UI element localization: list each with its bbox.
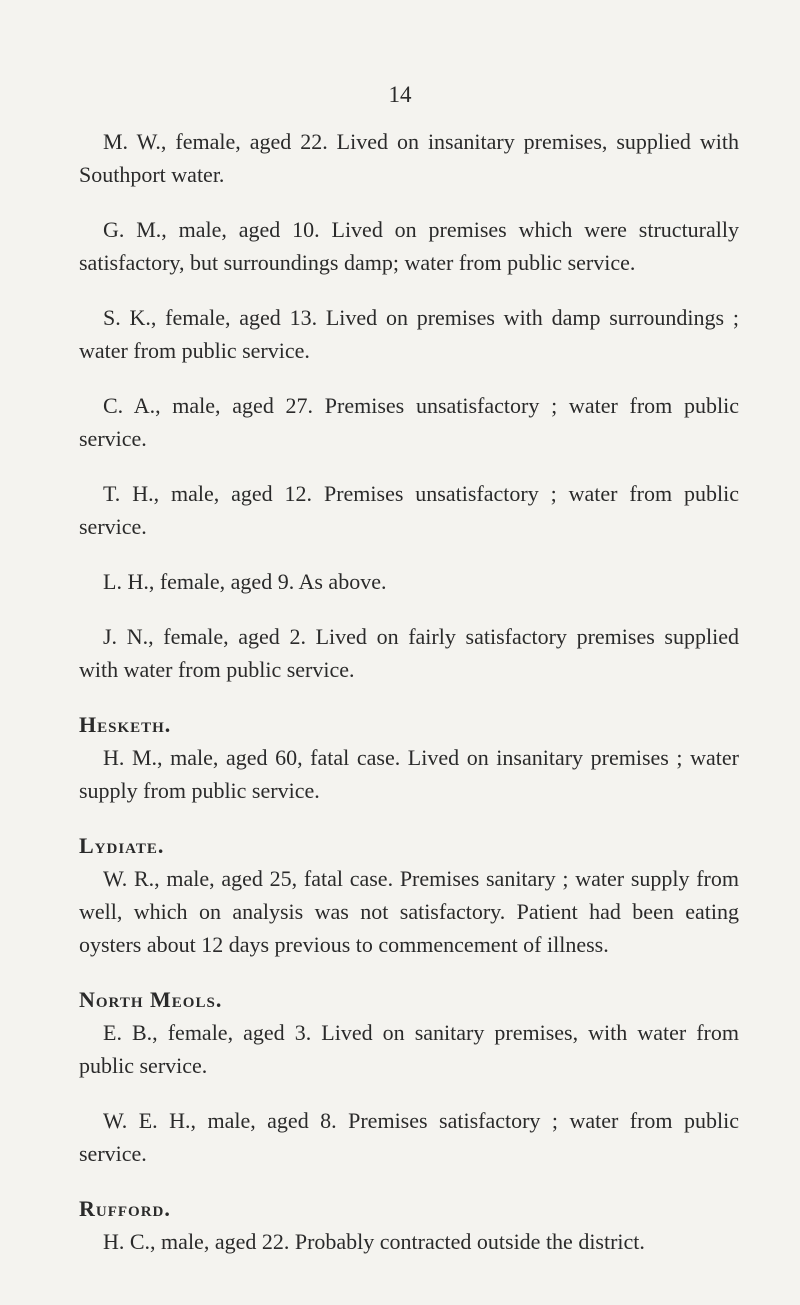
case-entry: G. M., male, aged 10. Lived on premises which were structurally satisfactory, but surroundings damp; water from public service. [79,217,739,275]
case-entry: H. M., male, aged 60, fatal case. Lived on insanitary premises ; water supply from public service. [79,745,739,803]
case-entry: T. H., male, aged 12. Premises unsatisfactory ; water from public service. [79,481,739,539]
case-entry: E. B., female, aged 3. Lived on sanitary premises, with water from public service. [79,1020,739,1078]
case-entry: W. R., male, aged 25, fatal case. Premises sanitary ; water supply from well, which on analysis was not satisfactory. Patient had been eating oysters about 12 days previous to commencement of illness. [79,866,739,957]
section-rufford [79,1192,739,1258]
case-entry: H. C., male, aged 22. Probably contracted outside the district. [103,1229,645,1254]
page-number: 14 [388,82,412,107]
page-body [79,125,739,1258]
section-heading: Hesketh. [79,712,172,737]
case-entry: M. W., female, aged 22. Lived on insanitary premises, supplied with Southport water. [79,129,739,187]
section-heading: North Meols. [79,987,223,1012]
case-entry: C. A., male, aged 27. Premises unsatisfactory ; water from public service. [79,393,739,451]
section-lydiate [79,829,739,961]
section-hesketh [79,708,739,807]
case-entry: J. N., female, aged 2. Lived on fairly satisfactory premises supplied with water from public service. [79,624,739,682]
section-north-meols [79,983,739,1170]
case-entry: L. H., female, aged 9. As above. [103,569,387,594]
case-entry: S. K., female, aged 13. Lived on premises with damp surroundings ; water from public service. [79,305,739,363]
section-heading: Lydiate. [79,833,165,858]
case-entry: W. E. H., male, aged 8. Premises satisfactory ; water from public service. [79,1108,739,1166]
section-heading: Rufford. [79,1196,171,1221]
